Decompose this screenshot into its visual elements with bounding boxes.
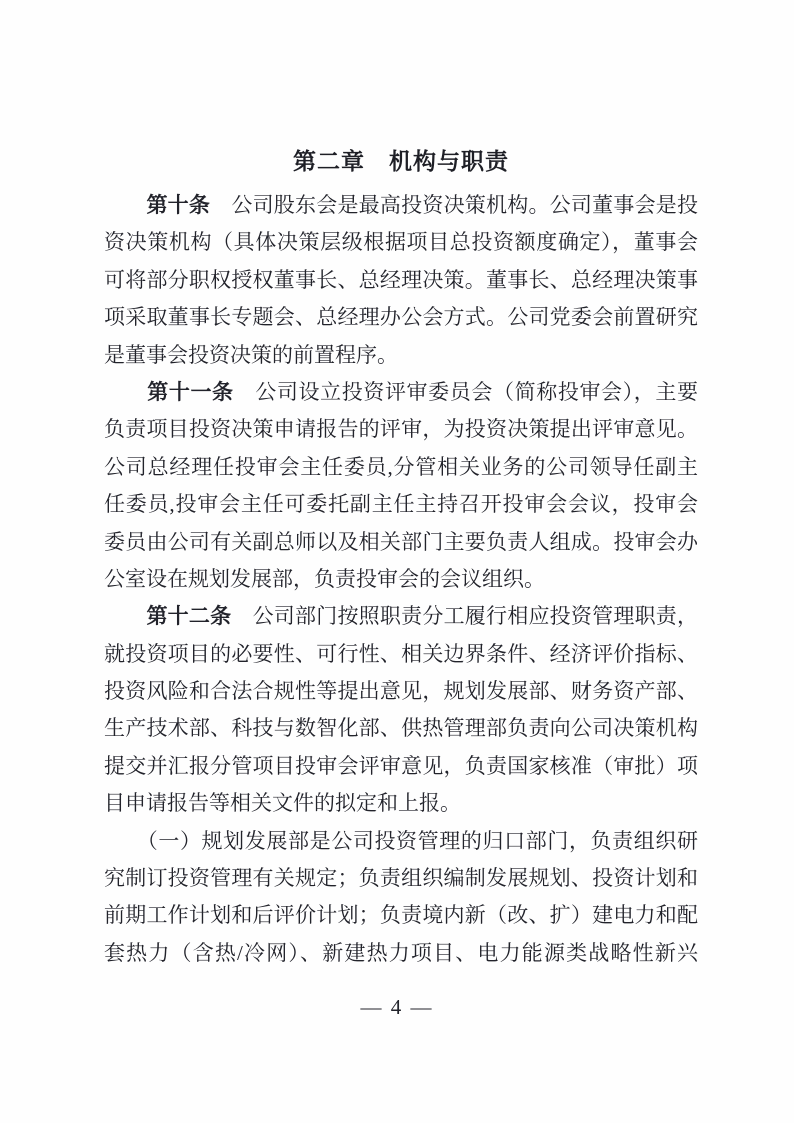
article-number: 第十一条	[104, 379, 234, 404]
text-line: 项采取董事长专题会、总经理办公会方式。公司党委会前置研究	[104, 305, 698, 330]
text-line: 就投资项目的必要性、可行性、相关边界条件、经济评价指标、	[104, 641, 698, 666]
article-number: 第十条	[104, 193, 211, 217]
text-line: 投资风险和合法合规性等提出意见，规划发展部、财务资产部、	[104, 679, 698, 704]
text-line	[104, 374, 698, 411]
text-run: 公司设立投资评审委员会（简称投审会），主要	[233, 379, 698, 404]
text-run: （一）规划发展部是公司投资管理的归口部门，负责组织研	[104, 828, 698, 853]
text-line: 究制订投资管理有关规定；负责组织编制发展规划、投资计划和	[104, 866, 698, 891]
text-line: 任委员,投审会主任可委托副主任主持召开投审会会议，投审会	[104, 492, 698, 517]
article-number: 第十二条	[104, 604, 232, 629]
text-line: 前期工作计划和后评价计划；负责境内新（改、扩）建电力和配	[104, 903, 698, 928]
document-content	[104, 146, 698, 972]
text-line: 负责项目投资决策申请报告的评审，为投资决策提出评审意见。	[104, 417, 698, 442]
text-line: 公司总经理任投审会主任委员,分管相关业务的公司领导任副主	[104, 454, 698, 479]
text-line: 套热力（含热/冷网）、新建热力项目、电力能源类战略性新兴	[104, 940, 698, 965]
text-line: 目申请报告等相关文件的拟定和上报。	[104, 791, 461, 816]
page-number: — 4 —	[360, 995, 434, 1019]
text-line: 是董事会投资决策的前置程序。	[104, 342, 398, 367]
chapter-title: 第二章 机构与职责	[293, 148, 509, 174]
text-line: 委员由公司有关副总师以及相关部门主要负责人组成。投审会办	[104, 529, 698, 554]
text-line: 资决策机构（具体决策层级根据项目总投资额度确定），董事会	[104, 230, 698, 255]
text-run: 公司部门按照职责分工履行相应投资管理职责，	[231, 604, 698, 629]
text-line: 生产技术部、科技与数智化部、供热管理部负责向公司决策机构	[104, 716, 698, 741]
text-line	[104, 187, 698, 224]
text-line: 提交并汇报分管项目投审会评审意见，负责国家核准（审批）项	[104, 753, 698, 778]
text-line	[104, 598, 698, 635]
text-line: 可将部分职权授权董事长、总经理决策。董事长、总经理决策事	[104, 267, 698, 292]
text-line: 公室设在规划发展部，负责投审会的会议组织。	[104, 566, 545, 591]
text-run: 公司股东会是最高投资决策机构。公司董事会是投	[210, 193, 698, 217]
text-line	[104, 823, 698, 860]
